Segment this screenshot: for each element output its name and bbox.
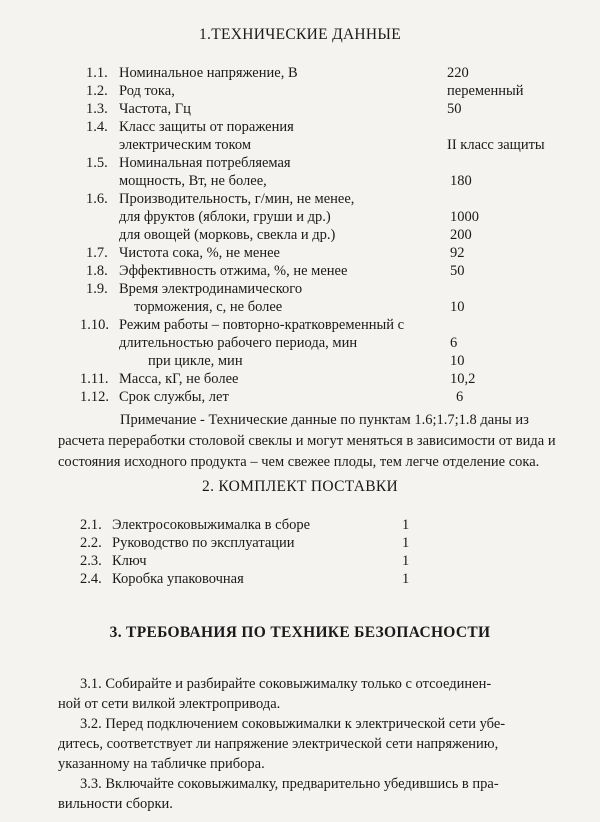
kit-num: 2.2.: [80, 535, 102, 551]
spec-row-1-1: [0, 64, 600, 82]
spec-num: 1.3.: [86, 101, 108, 117]
kit-row-2-3: [0, 552, 600, 570]
spec-row-1-3: [0, 100, 600, 118]
spec-value: 1000: [450, 209, 479, 225]
spec-num: 1.4.: [86, 119, 108, 135]
safety-line: дитесь, соответствует ли напряжение электрической сети напряжению,: [58, 736, 499, 752]
spec-label: Номинальное напряжение, В: [119, 65, 298, 81]
spec-value: 6: [456, 389, 464, 405]
spec-row-1-10: [0, 316, 600, 334]
section-1-title: 1.ТЕХНИЧЕСКИЕ ДАННЫЕ: [198, 26, 402, 43]
spec-value: переменный: [447, 83, 524, 99]
kit-num: 2.4.: [80, 571, 102, 587]
spec-num: 1.8.: [86, 263, 108, 279]
spec-row-1-6-fruit: [0, 208, 600, 226]
kit-num: 2.3.: [80, 553, 102, 569]
kit-qty: 1: [402, 553, 410, 569]
safety-block: [58, 674, 574, 814]
spec-num: 1.2.: [86, 83, 108, 99]
spec-value: 50: [450, 263, 465, 279]
safety-line: 3.2. Перед подключением соковыжималки к электрической сети убе-: [80, 716, 506, 732]
kit-label: Ключ: [112, 553, 147, 569]
spec-num: 1.6.: [86, 191, 108, 207]
spec-label: Род тока,: [119, 83, 175, 99]
spec-row-1-10-cycle: [0, 352, 600, 370]
spec-label: Частота, Гц: [119, 101, 191, 117]
spec-row-1-12: [0, 388, 600, 406]
safety-line: 3.1. Собирайте и разбирайте соковыжималку только с отсоединен-: [80, 676, 492, 692]
spec-row-1-4-cont: [0, 136, 600, 154]
spec-value: 180: [450, 173, 472, 189]
spec-num: 1.5.: [86, 155, 108, 171]
spec-label: мощность, Вт, не более,: [119, 173, 267, 189]
spec-label: Номинальная потребляемая: [119, 155, 291, 171]
spec-row-1-5-cont: [0, 172, 600, 190]
spec-row-1-10-work: [0, 334, 600, 352]
safety-line: указанному на табличке прибора.: [58, 756, 265, 772]
spec-num: 1.9.: [86, 281, 108, 297]
section-2-title: 2. КОМПЛЕКТ ПОСТАВКИ: [202, 478, 398, 495]
spec-row-1-9: [0, 280, 600, 298]
spec-row-1-9-cont: [0, 298, 600, 316]
safety-line: вильности сборки.: [58, 796, 173, 812]
spec-label: длительностью рабочего периода, мин: [119, 335, 358, 351]
spec-label: Режим работы – повторно-кратковременный с: [119, 317, 405, 333]
spec-label: Время электродинамического: [119, 281, 303, 297]
kit-qty: 1: [402, 535, 410, 551]
safety-line: ной от сети вилкой электропривода.: [58, 696, 281, 712]
spec-label: при цикле, мин: [148, 353, 243, 369]
kit-row-2-2: [0, 534, 600, 552]
kit-row-2-1: [0, 516, 600, 534]
spec-label: торможения, с, не более: [134, 299, 283, 315]
spec-value: 220: [447, 65, 469, 81]
spec-label: Производительность, г/мин, не менее,: [119, 191, 355, 207]
spec-row-1-7: [0, 244, 600, 262]
spec-value: 6: [450, 335, 458, 351]
spec-num: 1.7.: [86, 245, 108, 261]
spec-value: 10: [450, 353, 465, 369]
spec-label: для фруктов (яблоки, груши и др.): [119, 209, 331, 225]
note-line: состояния исходного продукта – чем свежее плоды, тем легче отделение сока.: [58, 454, 540, 470]
spec-row-1-11: [0, 370, 600, 388]
kit-qty: 1: [402, 571, 410, 587]
spec-row-1-2: [0, 82, 600, 100]
spec-label: Чистота сока, %, не менее: [119, 245, 280, 261]
kit-row-2-4: [0, 570, 600, 588]
kit-label: Коробка упаковочная: [112, 571, 244, 587]
spec-label: для овощей (морковь, свекла и др.): [119, 227, 336, 243]
spec-label: Класс защиты от поражения: [119, 119, 294, 135]
spec-num: 1.1.: [86, 65, 108, 81]
spec-row-1-6: [0, 190, 600, 208]
spec-num: 1.11.: [80, 371, 109, 387]
spec-label: Масса, кГ, не более: [119, 371, 239, 387]
spec-label: Эффективность отжима, %, не менее: [119, 263, 348, 279]
kit-label: Руководство по эксплуатации: [112, 535, 295, 551]
spec-row-1-4: [0, 118, 600, 136]
spec-row-1-5: [0, 154, 600, 172]
spec-value: II класс защиты: [447, 137, 545, 153]
spec-num: 1.12.: [80, 389, 109, 405]
note-block: [58, 410, 574, 473]
kit-num: 2.1.: [80, 517, 102, 533]
spec-value: 200: [450, 227, 472, 243]
note-line: Примечание - Технические данные по пунктам 1.6;1.7;1.8 даны из: [120, 412, 529, 428]
spec-num: 1.10.: [80, 317, 109, 333]
section-3-title: 3. ТРЕБОВАНИЯ ПО ТЕХНИКЕ БЕЗОПАСНОСТИ: [109, 624, 491, 641]
kit-qty: 1: [402, 517, 410, 533]
note-line: расчета переработки столовой свеклы и могут меняться в зависимости от вида и: [58, 433, 556, 449]
spec-row-1-6-veg: [0, 226, 600, 244]
spec-value: 50: [447, 101, 462, 117]
safety-line: 3.3. Включайте соковыжималку, предварительно убедившись в пра-: [80, 776, 499, 792]
spec-value: 10: [450, 299, 465, 315]
spec-value: 92: [450, 245, 465, 261]
spec-value: 10,2: [450, 371, 476, 387]
kit-label: Электросоковыжималка в сборе: [112, 517, 311, 533]
spec-label: электрическим током: [119, 137, 251, 153]
spec-row-1-8: [0, 262, 600, 280]
spec-label: Срок службы, лет: [119, 389, 229, 405]
